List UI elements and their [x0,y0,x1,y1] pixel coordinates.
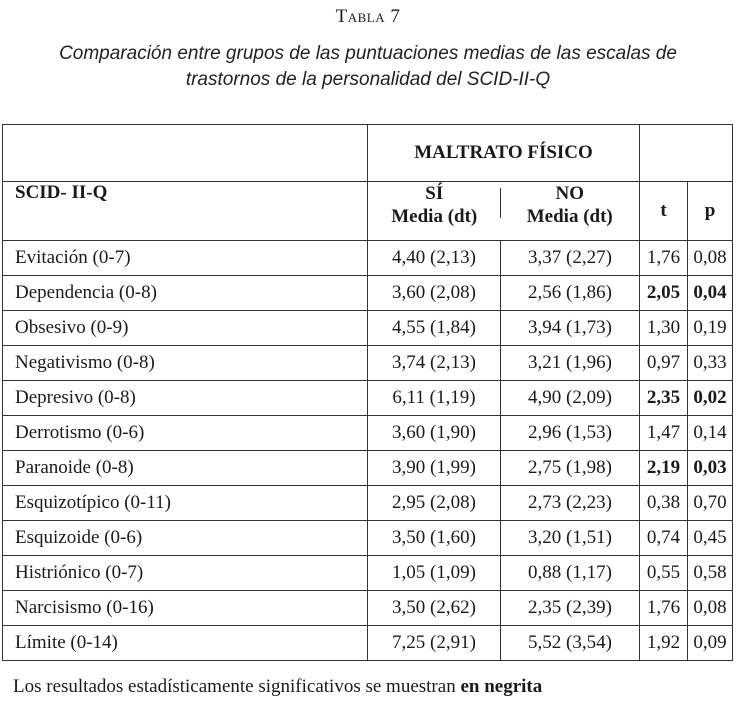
table-row [3,346,733,381]
scale-name-cell: Paranoide (0-8) [3,451,368,486]
table-row [3,381,733,416]
header-row-columns [3,182,733,241]
si-value-cell: 3,60 (2,08) [368,276,501,311]
table-row [3,626,733,661]
results-table [2,124,733,661]
p-value-cell: 0,45 [688,521,733,556]
table-label: Tabla 7 [335,6,401,27]
t-value-cell: 0,38 [640,486,688,521]
si-value-cell: 4,40 (2,13) [368,241,501,276]
scale-name-cell: Histriónico (0-7) [3,556,368,591]
p-value-cell: 0,08 [688,241,733,276]
footnote-text: Los resultados estadísticamente significativos se muestran [13,676,461,697]
table-row [3,276,733,311]
no-value-cell: 2,96 (1,53) [501,416,640,451]
p-value-cell: 0,14 [688,416,733,451]
si-value-cell: 3,74 (2,13) [368,346,501,381]
scale-name-cell: Esquizotípico (0-11) [3,486,368,521]
no-value-cell: 3,94 (1,73) [501,311,640,346]
p-value-cell: 0,03 [688,451,733,486]
table-row [3,416,733,451]
no-value-cell: 0,88 (1,17) [501,556,640,591]
t-value-cell: 1,47 [640,416,688,451]
scale-name-cell: Evitación (0-7) [3,241,368,276]
t-value-cell: 0,55 [640,556,688,591]
table-row [3,521,733,556]
si-no-divider [500,188,501,218]
p-column-header: p [688,182,733,241]
no-value-cell: 2,75 (1,98) [501,451,640,486]
group-header: MALTRATO FÍSICO [368,125,640,182]
footnote-bold: en negrita [460,676,543,697]
no-value-cell: 3,37 (2,27) [501,241,640,276]
no-value-cell: 5,52 (3,54) [501,626,640,661]
si-value-cell: 1,05 (1,09) [368,556,501,591]
si-column-header [368,182,501,241]
si-value-cell: 3,50 (2,62) [368,591,501,626]
p-value-cell: 0,04 [688,276,733,311]
t-value-cell: 2,05 [640,276,688,311]
p-value-cell: 0,09 [688,626,733,661]
t-value-cell: 1,76 [640,241,688,276]
no-column-header [501,182,640,241]
no-value-cell: 3,21 (1,96) [501,346,640,381]
si-sublabel: Media (dt) [391,206,478,227]
no-value-cell: 4,90 (2,09) [501,381,640,416]
no-value-cell: 2,56 (1,86) [501,276,640,311]
t-value-cell: 1,76 [640,591,688,626]
caption-line-1: Comparación entre grupos de las puntuaciones medias de las escalas de [59,43,677,64]
no-value-cell: 2,35 (2,39) [501,591,640,626]
t-value-cell: 2,19 [640,451,688,486]
scale-name-cell: Límite (0-14) [3,626,368,661]
si-value-cell: 2,95 (2,08) [368,486,501,521]
t-value-cell: 2,35 [640,381,688,416]
no-value-cell: 3,20 (1,51) [501,521,640,556]
p-value-cell: 0,33 [688,346,733,381]
table-row [3,241,733,276]
t-value-cell: 0,97 [640,346,688,381]
si-value-cell: 7,25 (2,91) [368,626,501,661]
caption-line-2: trastornos de la personalidad del SCID-II-Q [185,69,551,90]
scale-name-cell: Depresivo (0-8) [3,381,368,416]
header-empty-cell [3,125,368,182]
p-value-cell: 0,08 [688,591,733,626]
table-body [3,241,733,661]
si-value-cell: 3,90 (1,99) [368,451,501,486]
p-value-cell: 0,19 [688,311,733,346]
p-value-cell: 0,58 [688,556,733,591]
no-value-cell: 2,73 (2,23) [501,486,640,521]
scid-column-header: SCID- II-Q [3,182,368,241]
si-value-cell: 4,55 (1,84) [368,311,501,346]
scale-name-cell: Derrotismo (0-6) [3,416,368,451]
no-sublabel: Media (dt) [526,206,613,227]
si-label: SÍ [425,183,444,204]
scale-name-cell: Narcisismo (0-16) [3,591,368,626]
table-row [3,591,733,626]
table-row [3,556,733,591]
scale-name-cell: Esquizoide (0-6) [3,521,368,556]
t-value-cell: 1,92 [640,626,688,661]
table-caption [0,41,736,93]
header-row-group [3,125,733,182]
table-row [3,311,733,346]
si-value-cell: 6,11 (1,19) [368,381,501,416]
footnote [13,676,542,698]
no-label: NO [555,183,584,204]
p-value-cell: 0,02 [688,381,733,416]
scale-name-cell: Negativismo (0-8) [3,346,368,381]
table-row [3,486,733,521]
t-column-header: t [640,182,688,241]
scale-name-cell: Obsesivo (0-9) [3,311,368,346]
table-row [3,451,733,486]
header-empty-cell-right [640,125,733,182]
t-value-cell: 0,74 [640,521,688,556]
scale-name-cell: Dependencia (0-8) [3,276,368,311]
t-value-cell: 1,30 [640,311,688,346]
p-value-cell: 0,70 [688,486,733,521]
si-value-cell: 3,50 (1,60) [368,521,501,556]
si-value-cell: 3,60 (1,90) [368,416,501,451]
